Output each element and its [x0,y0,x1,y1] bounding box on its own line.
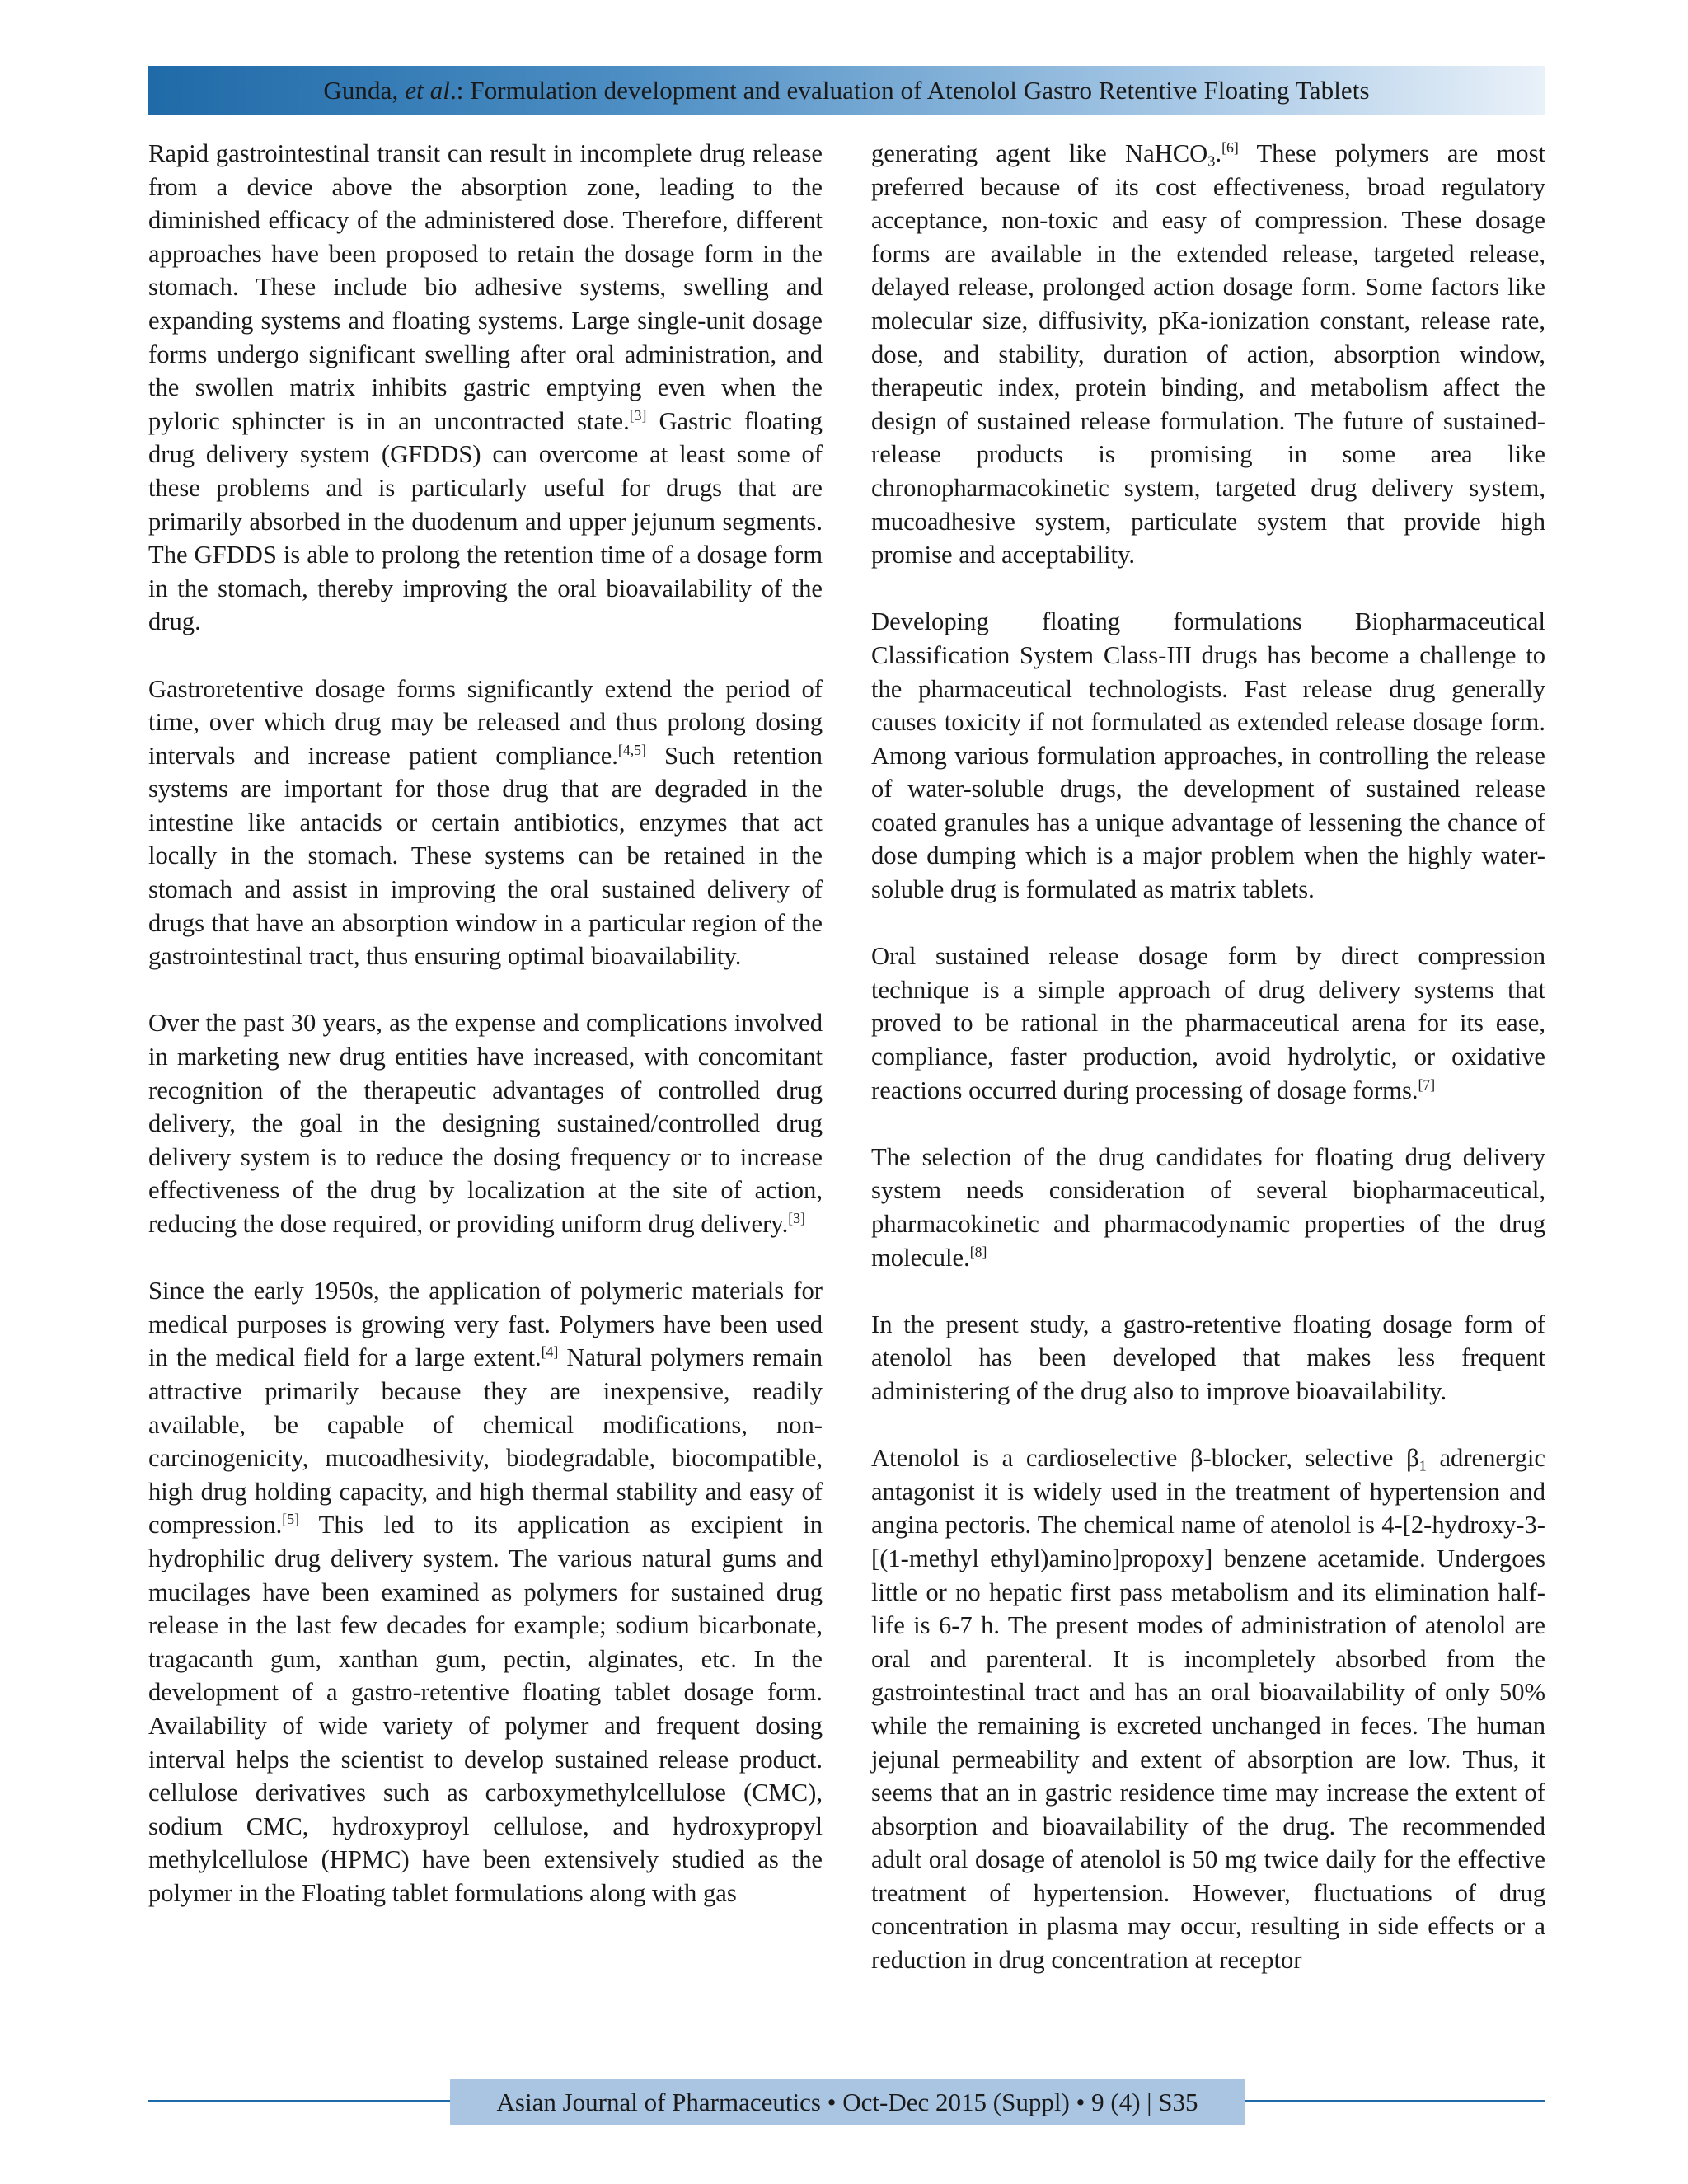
citation: [4,5] [617,741,646,758]
footer-rule-right [1245,2100,1545,2102]
citation: [6] [1221,139,1239,156]
header-title: .: Formulation development and evaluation of Atenolol Gastro Retentive Floating Tablets [449,76,1370,105]
citation: [8] [969,1243,987,1260]
paragraph: generating agent like NaHCO$_3$.[6] These polymers are most preferred because of its cost effectiveness, broad regulatory acceptance, non-toxic and easy of compression. These dosage forms are available in the extended release, targeted release, delayed release, prolonged action dosage form. Some factors like molecular size, diffusivity, pKa-ionization constant, release rate, dose, and stability, duration of action, absorption window, therapeutic index, protein binding, and metabolism affect the design of sustained release formulation. The future of sustained-release products is promising in some area like chronopharmacokinetic system, targeted drug delivery system, mucoadhesive system, particulate system that provide high promise and acceptability. [871,139,1546,569]
paragraph: Gastroretentive dosage forms significantly extend the period of time, over which drug may be released and thus prolong dosing intervals and increase patient compliance.[4,5] Such retention systems are important for those drug that are degraded in the intestine like antacids or certain antibiotics, enzymes that act locally in the stomach. These systems can be retained in the stomach and assist in improving the oral sustained delivery of drugs that have an absorption window in a particular region of the gastrointestinal tract, thus ensuring optimal bioavailability. [148,674,823,971]
citation: [3] [629,406,647,424]
paragraph: In the present study, a gastro-retentive floating dosage form of atenolol has been developed that makes less frequent administering of the drug also to improve bioavailability. [871,1310,1545,1405]
header-et-al: et al [405,76,450,105]
paragraph: Oral sustained release dosage form by direct compression technique is a simple approach of drug delivery systems that proved to be rational in the pharmaceutical arena for its ease, compliance, faster production, avoid hydrolytic, or oxidative reactions occurred during processing of dosage forms.[7] [871,942,1545,1104]
journal-footer [450,2079,1245,2125]
left-column [148,137,823,1910]
citation: [3] [788,1210,805,1226]
subscript: 1 [1418,1457,1427,1474]
footer-rule-left [148,2100,450,2102]
footer-text: Asian Journal of Pharmaceutics • Oct-Dec 2015 (Suppl) • 9 (4) | S35 [496,2088,1198,2116]
header-authors: Gunda, [323,76,406,105]
citation: [5] [282,1511,299,1528]
paragraph: Since the early 1950s, the application of polymeric materials for medical purposes is growing very fast. Polymers have been used in the medical field for a large extent.[4] Natural polymers remain attractive primarily because they are inexpensive, readily available, be capable of chemical modifications, non-carcinogenicity, mucoadhesivity, biodegradable, biocompatible, high drug holding capacity, and high thermal stability and easy of compression.[5] This led to its application as excipient in hydrophilic drug delivery system. The various natural gums and mucilages have been examined as polymers for sustained drug release in the last few decades for example; sodium bicarbonate, tragacanth gum, xanthan gum, pectin, alginates, etc. In the development of a gastro-retentive floating tablet dosage form. Availability of wide variety of polymer and frequent dosing interval helps the scientist to develop sustained release product. cellulose derivatives such as carboxymethylcellulose (CMC), sodium CMC, hydroxyproyl cellulose, and hydroxypropyl methylcellulose (HPMC) have been extensively studied as the polymer in the Floating tablet formulations along with gas [148,1277,823,1907]
citation: [4] [541,1343,559,1361]
subscript: 3 [1207,152,1216,170]
running-header [148,66,1545,115]
paragraph: Rapid gastrointestinal transit can result in incomplete drug release from a device above the absorption zone, leading to the diminished efficacy of the administered dose. Therefore, different approaches have been proposed to retain the dosage form in the stomach. These include bio adhesive systems, swelling and expanding systems and floating systems. Large single-unit dosage forms undergo significant swelling after oral administration, and the swollen matrix inhibits gastric emptying even when the pyloric sphincter is in an uncontracted state.[3] Gastric floating drug delivery system (GFDDS) can overcome at least some of these problems and is particularly useful for drugs that are primarily absorbed in the duodenum and upper jejunum segments. The GFDDS is able to prolong the retention time of a dosage form in the stomach, thereby improving the oral bioavailability of the drug. [148,139,823,636]
right-column [871,137,1545,1977]
paragraph: Over the past 30 years, as the expense and complications involved in marketing new drug entities have increased, with concomitant recognition of the therapeutic advantages of controlled drug delivery, the goal in the designing sustained/controlled drug delivery system is to reduce the dosing frequency or to increase effectiveness of the drug by localization at the site of action, reducing the dose required, or providing uniform drug delivery.[3] [148,1009,823,1238]
citation: [7] [1418,1076,1436,1093]
paragraph: Developing floating formulations Biopharmaceutical Classification System Class-III drugs has become a challenge to the pharmaceutical technologists. Fast release drug generally causes toxicity if not formulated as extended release dosage form. Among various formulation approaches, in controlling the release of water-soluble drugs, the development of sustained release coated granules has a unique advantage of lessening the chance of dose dumping which is a major problem when the highly water-soluble drug is formulated as matrix tablets. [871,607,1545,904]
paragraph: Atenolol is a cardioselective β-blocker, selective $\beta_1$ adrenergic antagonist it is widely used in the treatment of hypertension and angina pectoris. The chemical name of atenolol is 4-[2-hydroxy-3-[(1-methyl ethyl)amino]propoxy] benzene acetamide. Undergoes little or no hepatic first pass metabolism and its elimination half-life is 6-7 h. The present modes of administration of atenolol are oral and parenteral. It is incompletely absorbed from the gastrointestinal tract and has an oral bioavailability of only 50% while the remaining is excreted unchanged in feces. The human jejunal permeability and extent of absorption are low. Thus, it seems that an in gastric residence time may increase the extent of absorption and bioavailability of the drug. The recommended adult oral dosage of atenolol is 50 mg twice daily for the effective treatment of hypertension. However, fluctuations of drug concentration in plasma may occur, resulting in side effects or a reduction in drug concentration at receptor [871,1444,1545,1975]
running-header-text [323,76,1369,105]
paragraph: The selection of the drug candidates for floating drug delivery system needs consideration of several biopharmaceutical, pharmacokinetic and pharmacodynamic properties of the drug molecule.[8] [871,1142,1545,1272]
